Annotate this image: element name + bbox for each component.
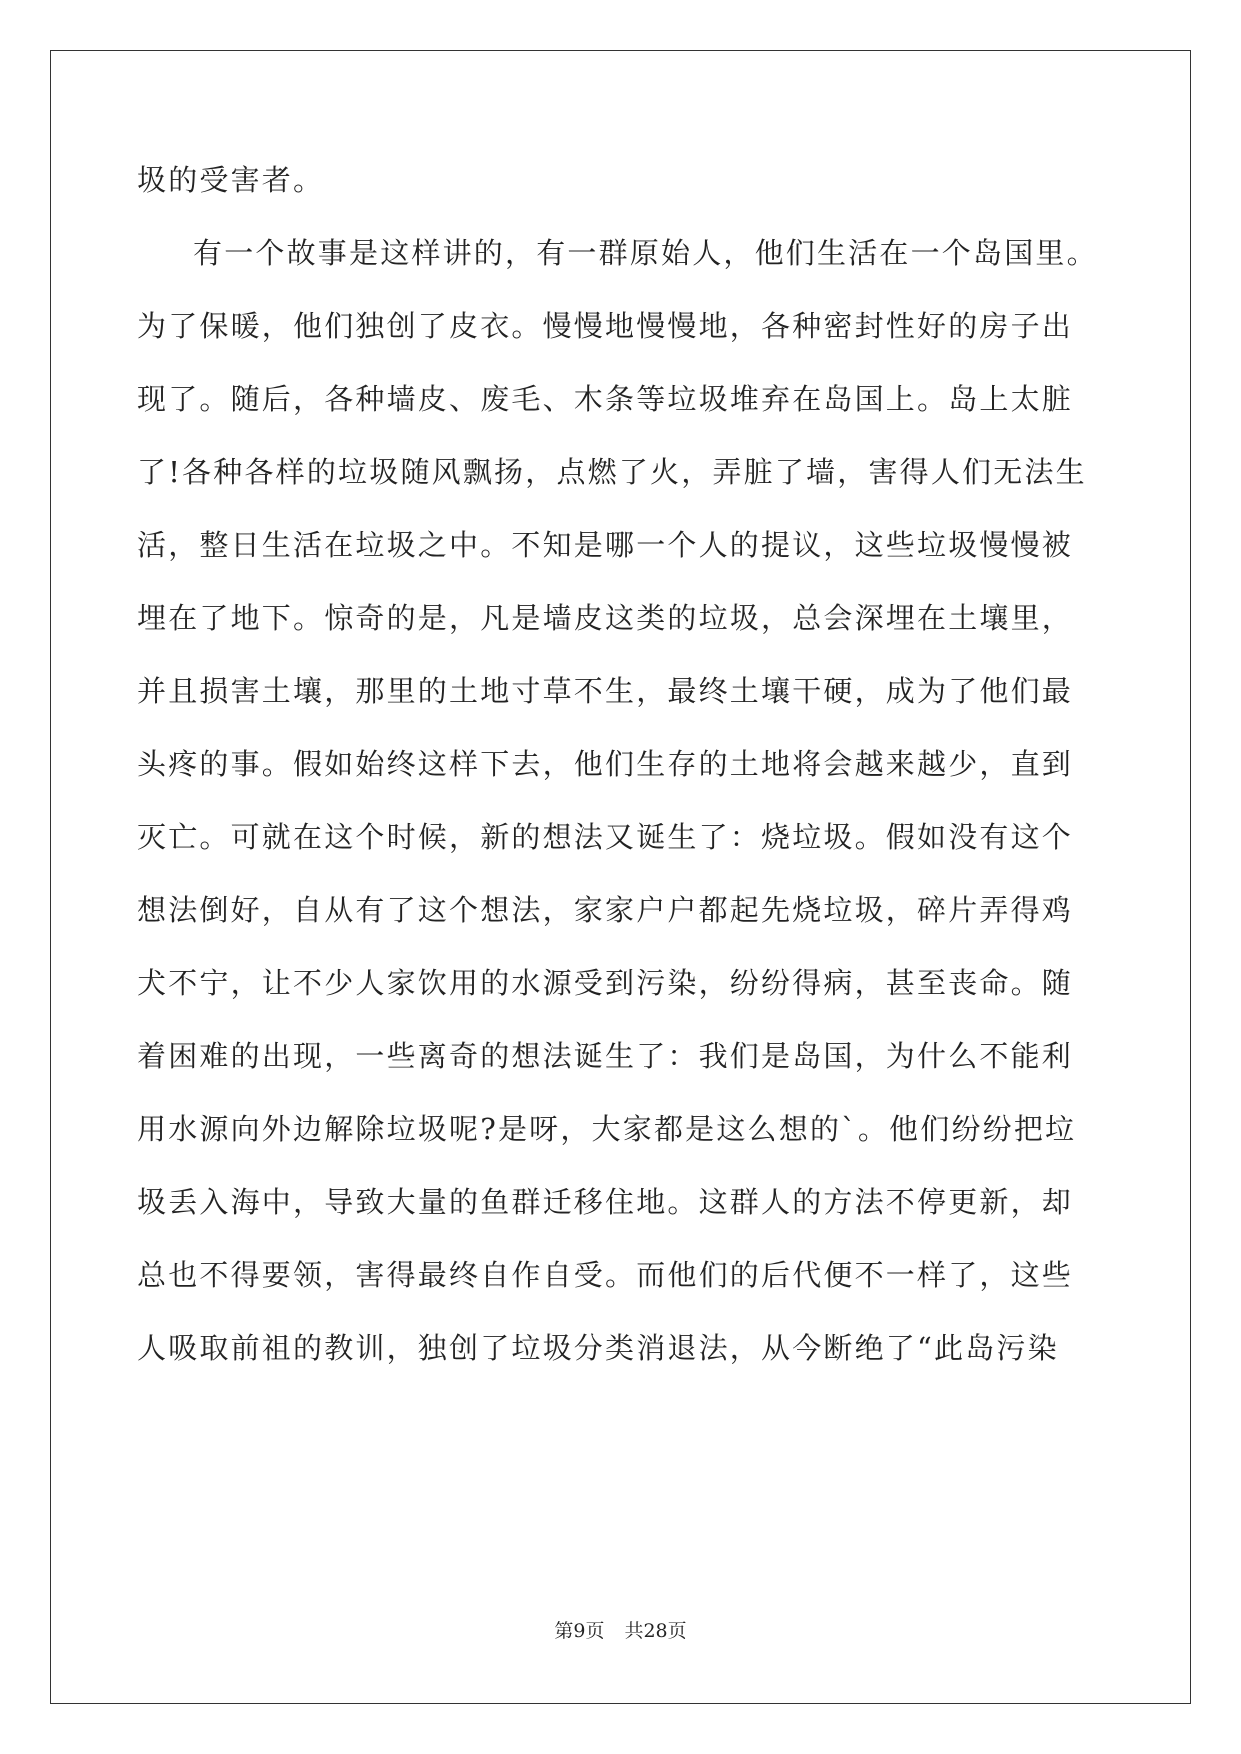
- text-line: 圾丢入海中，导致大量的鱼群迁移住地。这群人的方法不停更新，却: [137, 1185, 1074, 1219]
- page-number-total: 共28页: [624, 1620, 687, 1642]
- text-line: 圾的受害者。: [137, 163, 325, 197]
- text-line: 头疼的事。假如始终这样下去，他们生存的土地将会越来越少，直到: [137, 747, 1074, 781]
- page-number-current: 第9页: [554, 1620, 605, 1642]
- text-line: 了!各种各样的垃圾随风飘扬，点燃了火，弄脏了墙，害得人们无法生: [137, 455, 1087, 489]
- text-line: 为了保暖，他们独创了皮衣。慢慢地慢慢地，各种密封性好的房子出: [137, 309, 1074, 343]
- text-line: 并且损害土壤，那里的土地寸草不生，最终土壤干硬，成为了他们最: [137, 674, 1074, 708]
- text-line: 现了。随后，各种墙皮、废毛、木条等垃圾堆弃在岛国上。岛上太脏: [137, 382, 1074, 416]
- text-line: 想法倒好，自从有了这个想法，家家户户都起先烧垃圾，碎片弄得鸡: [137, 893, 1074, 927]
- text-line: 着困难的出现，一些离奇的想法诞生了：我们是岛国，为什么不能利: [137, 1039, 1074, 1073]
- text-line: 用水源向外边解除垃圾呢?是呀，大家都是这么想的`。他们纷纷把垃: [137, 1112, 1077, 1146]
- text-line: 灭亡。可就在这个时候，新的想法又诞生了：烧垃圾。假如没有这个: [137, 820, 1074, 854]
- page-border: [50, 50, 1191, 1704]
- text-line: 埋在了地下。惊奇的是，凡是墙皮这类的垃圾，总会深埋在土壤里，: [137, 601, 1074, 635]
- text-line: 总也不得要领，害得最终自作自受。而他们的后代便不一样了，这些: [137, 1258, 1074, 1292]
- paragraph-first-line: 有一个故事是这样讲的，有一群原始人，他们生活在一个岛国里。: [193, 236, 1098, 270]
- text-line: 人吸取前祖的教训，独创了垃圾分类消退法，从今断绝了“此岛污染: [137, 1331, 1059, 1365]
- page-footer: [0, 1618, 1241, 1644]
- text-line: 犬不宁，让不少人家饮用的水源受到污染，纷纷得病，甚至丧命。随: [137, 966, 1074, 1000]
- text-line: 活，整日生活在垃圾之中。不知是哪一个人的提议，这些垃圾慢慢被: [137, 528, 1074, 562]
